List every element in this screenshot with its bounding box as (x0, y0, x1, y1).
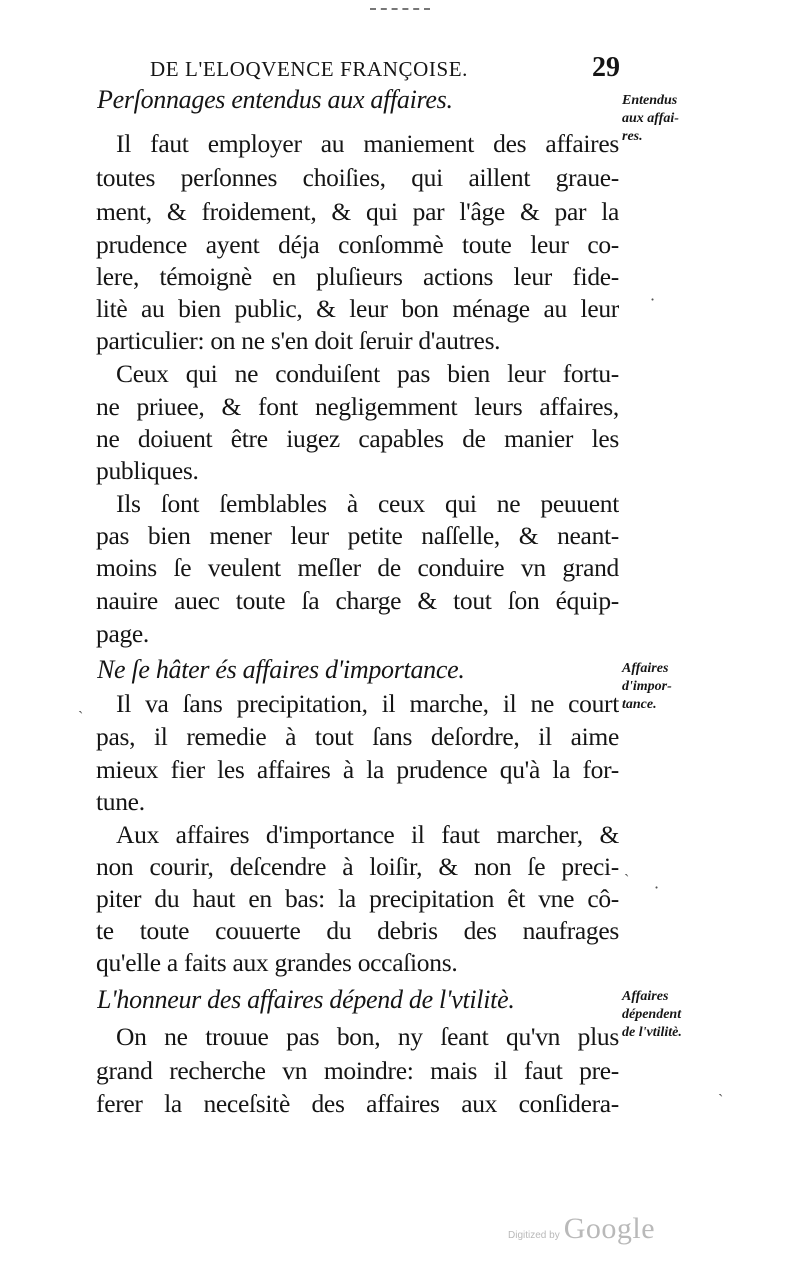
text-line: te toute couuerte du debris des naufrages (96, 916, 619, 945)
text-line: Il va ſans precipitation, il marche, il ne court (116, 689, 619, 718)
text-line: tune. (96, 787, 145, 816)
text-line: ment, & froidement, & qui par l'âge & par la (96, 197, 619, 226)
text-line: ne doiuent être iugez capables de manier les (96, 424, 619, 453)
text-line: particulier: on ne s'en doit ſeruir d'autres. (96, 326, 501, 355)
text-line: Il faut employer au maniement des affaires (116, 129, 619, 158)
scan-tick: ˏ (78, 695, 84, 714)
text-line: grand recherche vn moindre: mais il faut pre- (96, 1056, 619, 1085)
watermark-prefix: Digitized by (508, 1230, 560, 1241)
section-heading: Ne ſe hâter és affaires d'importance. (97, 655, 465, 684)
text-line: nauire auec toute ſa charge & tout ſon équip- (96, 586, 619, 615)
margin-note-line: d'impor- (622, 679, 672, 694)
scan-tick: · (650, 290, 656, 309)
scan-artifact (370, 2, 430, 10)
margin-note (622, 988, 732, 1042)
text-line: pas, il remedie à tout ſans deſordre, il aime (96, 722, 619, 751)
margin-note-line: res. (622, 129, 643, 144)
text-line: Ils ſont ſemblables à ceux qui ne peuuent (116, 489, 619, 518)
scan-tick: · (654, 878, 660, 897)
text-line: non courir, deſcendre à loiſir, & non ſe preci- (96, 852, 619, 881)
google-logo: Google (563, 1212, 656, 1245)
running-title: DE L'ELOQVENCE FRANÇOISE. (150, 57, 469, 81)
text-line: pas bien mener leur petite naſſelle, & neant- (96, 521, 619, 550)
scan-tick: ˏ (718, 1078, 724, 1097)
text-line: Ceux qui ne conduiſent pas bien leur fortu- (116, 359, 619, 388)
text-line: ne priuee, & font negligemment leurs affaires, (96, 392, 619, 421)
page-header (150, 52, 620, 84)
text-line: moins ſe veulent meſler de conduire vn grand (96, 553, 619, 582)
text-line: publiques. (96, 456, 199, 485)
section-heading: Perſonnages entendus aux affaires. (97, 85, 453, 114)
margin-note-line: aux affai- (622, 111, 679, 126)
text-line: litè au bien public, & leur bon ménage au leur (96, 294, 619, 323)
text-line: page. (96, 619, 150, 648)
margin-note-line: Affaires (622, 661, 669, 676)
page-number: 29 (592, 52, 620, 83)
scan-tick: ˏ (624, 858, 630, 877)
text-line: lere, témoignè en pluſieurs actions leur fide- (96, 262, 619, 291)
text-line: qu'elle a faits aux grandes occaſions. (96, 948, 458, 977)
text-line: On ne trouue pas bon, ny ſeant qu'vn plus (116, 1022, 619, 1051)
text-line: toutes perſonnes choiſies, qui aillent graue- (96, 163, 619, 192)
margin-note-line: Affaires (622, 989, 669, 1004)
margin-note-line: de l'vtilitè. (622, 1025, 682, 1040)
text-line: ferer la neceſsitè des affaires aux conſidera- (96, 1089, 619, 1118)
margin-note-line: dépendent (622, 1007, 682, 1022)
section-heading: L'honneur des affaires dépend de l'vtilitè. (97, 985, 515, 1014)
margin-note (622, 92, 732, 146)
digitized-watermark (508, 1212, 655, 1246)
margin-note (622, 660, 732, 714)
margin-note-line: tance. (622, 697, 657, 712)
text-line: Aux affaires d'importance il faut marcher, & (116, 820, 619, 849)
text-line: prudence ayent déja conſommè toute leur co- (96, 230, 619, 259)
text-line: piter du haut en bas: la precipitation êt vne cô- (96, 884, 619, 913)
text-line: mieux fier les affaires à la prudence qu'à la for- (96, 755, 619, 784)
margin-note-line: Entendus (622, 93, 678, 108)
